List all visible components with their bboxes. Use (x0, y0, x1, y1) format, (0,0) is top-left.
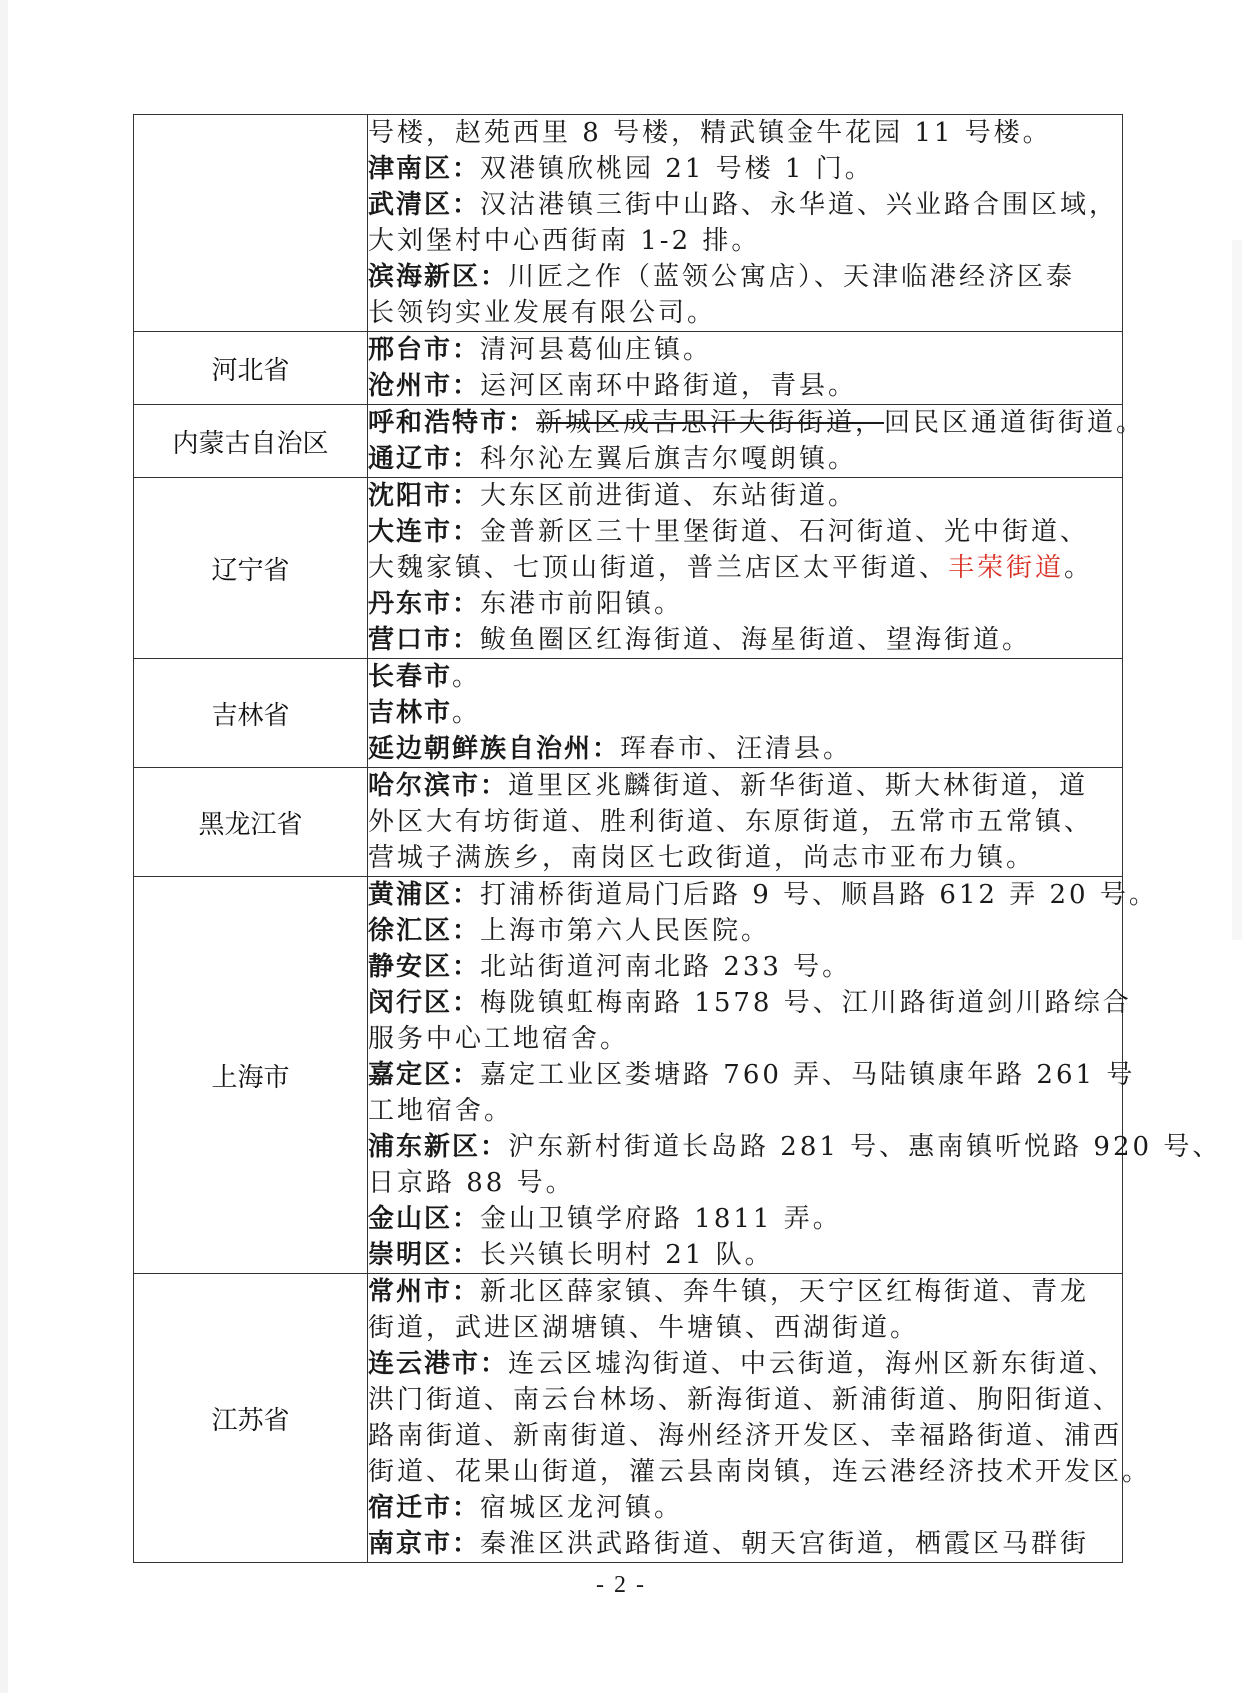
area-text: 秦淮区洪武路街道、朝天宫街道，栖霞区马群街 (480, 1529, 1090, 1559)
city-label: 呼和浩特市： (368, 408, 537, 438)
city-label: 津南区： (368, 154, 481, 184)
city-label: 崇明区： (368, 1240, 481, 1270)
city-label: 闵行区： (368, 988, 481, 1018)
area-line (368, 332, 1122, 368)
city-label: 通辽市： (368, 444, 481, 474)
area-text: 沪东新村街道长岛路 281 号、惠南镇听悦路 920 号、 (508, 1132, 1222, 1162)
region-cell: 上海市 (134, 877, 368, 1274)
area-text: 连云区墟沟街道、中云街道，海州区新东街道、 (508, 1349, 1118, 1379)
area-line (368, 586, 1122, 622)
area-text-end: 。 (1064, 553, 1094, 583)
city-label: 武清区： (368, 190, 481, 220)
area-line (368, 405, 1146, 441)
area-text: 运河区南环中路街道，青县。 (480, 371, 858, 401)
struck-text: 新城区成吉思汗大街街道， (536, 408, 885, 438)
area-line (368, 1165, 1122, 1201)
area-text: 。 (452, 698, 482, 728)
area-line (368, 804, 1122, 840)
table-row (134, 405, 1123, 478)
page-edge (0, 0, 8, 1693)
city-label: 浦东新区： (368, 1132, 509, 1162)
area-line (368, 949, 1122, 985)
area-text: 道里区兆麟街道、新华街道、斯大林街道，道 (508, 771, 1089, 801)
area-text: 长兴镇长明村 21 队。 (480, 1240, 774, 1270)
area-list-cell (368, 877, 1222, 1274)
area-line (368, 1057, 1136, 1093)
area-text: 大刘堡村中心西街南 1-2 排。 (368, 226, 761, 256)
area-text: 东港市前阳镇。 (480, 589, 684, 619)
area-line (368, 295, 1122, 331)
city-label: 南京市： (368, 1529, 481, 1559)
area-line (368, 368, 1122, 404)
area-text: 日京路 88 号。 (368, 1168, 575, 1198)
area-line (368, 659, 1122, 695)
highlighted-text: 丰荣街道 (948, 553, 1065, 583)
area-text: 上海市第六人民医院。 (480, 916, 771, 946)
area-line (368, 1237, 1122, 1273)
area-line (368, 478, 1122, 514)
area-line (368, 695, 1122, 731)
city-label: 徐汇区： (368, 916, 481, 946)
area-list-cell (368, 478, 1123, 659)
city-label: 金山区： (368, 1204, 481, 1234)
table-row (134, 115, 1123, 332)
area-list-cell (368, 405, 1146, 478)
area-text: 路南街道、新南街道、海州经济开发区、幸福路街道、浦西 (368, 1421, 1123, 1451)
area-text: 长领钧实业发展有限公司。 (368, 298, 717, 328)
area-line (368, 622, 1122, 658)
area-line (368, 1454, 1152, 1490)
area-text: 大东区前进街道、东站街道。 (480, 481, 858, 511)
area-text: 洪门街道、南云台林场、新海街道、新浦街道、朐阳街道、 (368, 1385, 1123, 1415)
region-cell: 辽宁省 (134, 478, 368, 659)
area-text: 工地宿舍。 (368, 1096, 514, 1126)
area-text: 北站街道河南北路 233 号。 (480, 952, 852, 982)
area-text: 金普新区三十里堡街道、石河街道、光中街道、 (480, 517, 1090, 547)
area-line (368, 985, 1132, 1021)
city-label: 滨海新区： (368, 262, 509, 292)
area-line (368, 1093, 1122, 1129)
area-text: 鲅鱼圈区红海街道、海星街道、望海街道。 (480, 625, 1032, 655)
table-row (134, 478, 1123, 659)
region-cell: 黑龙江省 (134, 768, 368, 877)
area-text: 号楼，赵苑西里 8 号楼，精武镇金牛花园 11 号楼。 (368, 118, 1052, 148)
area-text: 街道、花果山街道，灌云县南岗镇，连云港经济技术开发区。 (368, 1457, 1152, 1487)
area-text: 打浦桥街道局门后路 9 号、顺昌路 612 弄 20 号。 (480, 880, 1158, 910)
area-line (368, 768, 1122, 804)
city-label: 常州市： (368, 1277, 481, 1307)
area-text: 新北区薛家镇、奔牛镇，天宁区红梅街道、青龙 (480, 1277, 1090, 1307)
area-text: 街道，武进区湖塘镇、牛塘镇、西湖街道。 (368, 1313, 920, 1343)
area-text: 汉沽港镇三街中山路、永华道、兴业路合围区域， (480, 190, 1119, 220)
epidemic-area-table (133, 114, 1222, 1563)
area-text: 金山卫镇学府路 1811 弄。 (480, 1204, 842, 1234)
area-text: 营城子满族乡，南岗区七政街道，尚志市亚布力镇。 (368, 843, 1036, 873)
area-text: 梅陇镇虹梅南路 1578 号、江川路街道剑川路综合 (480, 988, 1132, 1018)
area-line (368, 913, 1122, 949)
area-line (368, 731, 1122, 767)
table-row (134, 332, 1123, 405)
table-row (134, 877, 1123, 1274)
area-line (368, 550, 1122, 586)
city-label: 沧州市： (368, 371, 481, 401)
area-line (368, 877, 1158, 913)
region-cell: 河北省 (134, 332, 368, 405)
region-cell: 江苏省 (134, 1274, 368, 1563)
area-line (368, 514, 1122, 550)
area-text: 嘉定工业区娄塘路 760 弄、马陆镇康年路 261 号 (480, 1060, 1136, 1090)
area-list-cell (368, 1274, 1152, 1563)
table-row (134, 768, 1123, 877)
table-row (134, 1274, 1123, 1563)
city-label: 吉林市 (368, 698, 453, 728)
area-line (368, 1129, 1222, 1165)
region-cell (134, 115, 368, 332)
page-number: - 2 - (596, 1572, 646, 1598)
city-label: 嘉定区： (368, 1060, 481, 1090)
area-line (368, 259, 1122, 295)
area-list-cell (368, 332, 1123, 405)
region-cell: 吉林省 (134, 659, 368, 768)
area-line (368, 1382, 1122, 1418)
area-list-cell (368, 659, 1123, 768)
area-text: 珲春市、汪清县。 (620, 734, 853, 764)
region-cell: 内蒙古自治区 (134, 405, 368, 478)
city-label: 大连市： (368, 517, 481, 547)
area-line (368, 1526, 1122, 1562)
area-line (368, 1021, 1122, 1057)
city-label: 延边朝鲜族自治州： (368, 734, 621, 764)
area-text: 清河县葛仙庄镇。 (480, 335, 713, 365)
area-text: 双港镇欣桃园 21 号楼 1 门。 (480, 154, 874, 184)
table-body (134, 115, 1222, 1563)
area-line (368, 1346, 1122, 1382)
area-line (368, 840, 1122, 876)
city-label: 静安区： (368, 952, 481, 982)
area-line (368, 187, 1122, 223)
area-line (368, 1490, 1122, 1526)
area-text: 宿城区龙河镇。 (480, 1493, 684, 1523)
scroll-shadow (1232, 240, 1242, 940)
area-line (368, 223, 1122, 259)
area-line (368, 441, 1122, 477)
city-label: 沈阳市： (368, 481, 481, 511)
area-line (368, 1201, 1122, 1237)
area-text: 。 (452, 662, 482, 692)
city-label: 连云港市： (368, 1349, 509, 1379)
area-line (368, 115, 1122, 151)
area-list-cell (368, 768, 1123, 877)
area-text: 大魏家镇、七顶山街道，普兰店区太平街道、 (368, 553, 949, 583)
area-text: 服务中心工地宿舍。 (368, 1024, 630, 1054)
area-list-cell (368, 115, 1123, 332)
area-line (368, 1274, 1122, 1310)
city-label: 营口市： (368, 625, 481, 655)
city-label: 丹东市： (368, 589, 481, 619)
area-line (368, 151, 1122, 187)
area-text: 川匠之作（蓝领公寓店）、天津临港经济区泰 (508, 262, 1076, 292)
area-text: 回民区通道街街道。 (884, 408, 1146, 438)
city-label: 哈尔滨市： (368, 771, 509, 801)
table-row (134, 659, 1123, 768)
area-text: 科尔沁左翼后旗吉尔嘎朗镇。 (480, 444, 858, 474)
area-text: 外区大有坊街道、胜利街道、东原街道，五常市五常镇、 (368, 807, 1094, 837)
area-line (368, 1310, 1122, 1346)
city-label: 邢台市： (368, 335, 481, 365)
city-label: 长春市 (368, 662, 453, 692)
city-label: 宿迁市： (368, 1493, 481, 1523)
area-line (368, 1418, 1122, 1454)
city-label: 黄浦区： (368, 880, 481, 910)
